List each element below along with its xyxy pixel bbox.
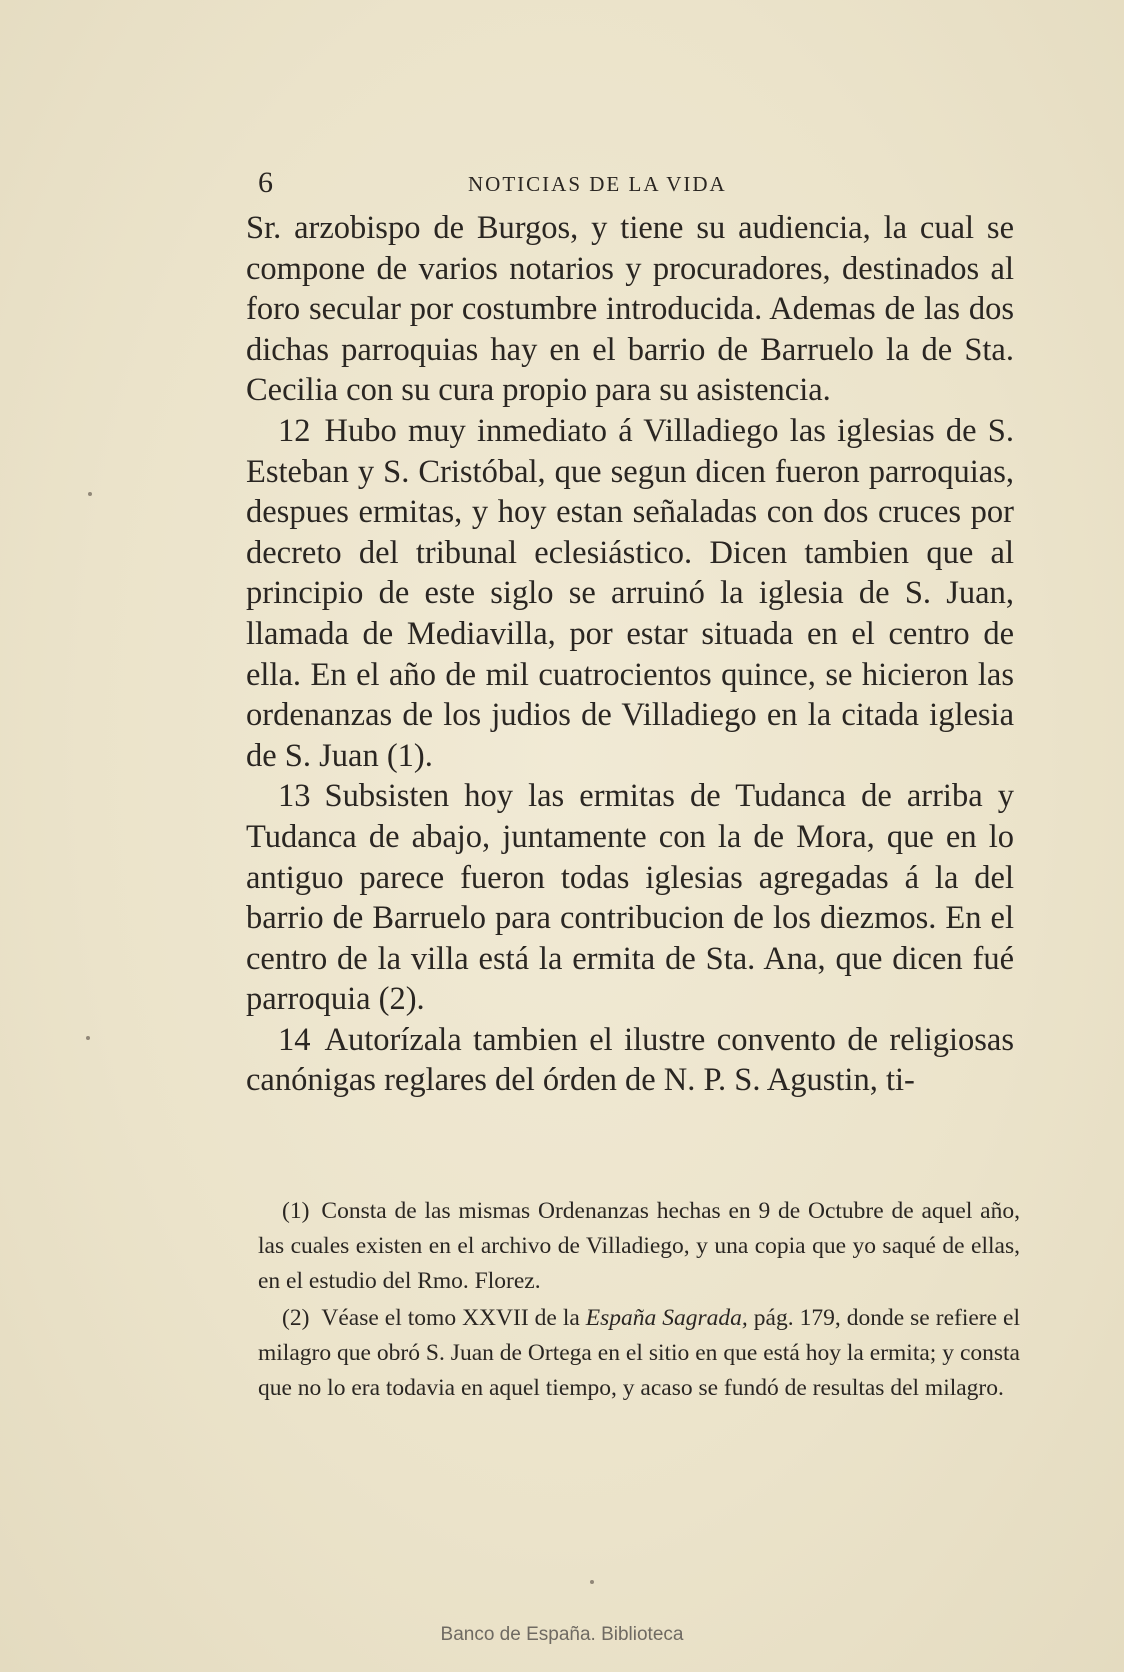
paragraph-text: Autorízala tambien el ilustre convento de religiosas canónigas reglares del órden de N. P. S. Agustin, ti- (246, 1021, 1014, 1099)
paragraph-12 (246, 411, 1014, 776)
paper-speck (88, 492, 92, 496)
page-header (258, 166, 1018, 200)
footnote-mark: (1) (282, 1198, 310, 1224)
footnote-text-before: Véase el tomo XXVII de la (321, 1305, 586, 1331)
library-watermark: Banco de España. Biblioteca (440, 1624, 684, 1645)
footnote-text: Consta de las mismas Ordenanzas hechas en 9 de Octubre de aquel año, las cuales existen en el archivo de Villadiego, y una copia que yo saqué de ellas, en el estudio del Rmo. Florez. (258, 1198, 1020, 1294)
footnote-mark: (2) (282, 1305, 310, 1331)
footnotes (258, 1194, 1020, 1408)
page-number: 6 (258, 166, 273, 199)
paragraph-number: 12 (278, 412, 311, 449)
footnote-1 (258, 1194, 1020, 1299)
paragraph-continued: Sr. arzobispo de Burgos, y tiene su audiencia, la cual se compone de varios notarios y procuradores, destinados al foro secular por costumbre introducida. Ademas de las dos dichas parroquias hay en el barrio de Barruelo la de Sta. Cecilia con su cura propio para su asistencia. (246, 210, 1014, 409)
running-head: NOTICIAS DE LA VIDA (468, 172, 727, 196)
footnote-book-title: España Sagrada, (585, 1305, 748, 1331)
body-text (246, 208, 1014, 1101)
paragraph-13 (246, 776, 1014, 1020)
paragraph-number: 14 (278, 1021, 311, 1058)
paragraph-text: Subsisten hoy las ermitas de Tudanca de arriba y Tudanca de abajo, juntamente con la de Mora, que en lo antiguo parece fueron todas iglesias agregadas á la del barrio de Barruelo para contribucion de los diezmos. En el centro de la villa está la ermita de Sta. Ana, que dicen fué parroquia (2). (246, 778, 1014, 1018)
paragraph-14 (246, 1020, 1014, 1101)
footnote-text-after: pág. 179, donde se refiere el milagro que obró S. Juan de Ortega en el sitio en que está hoy la ermita; y consta que no lo era todavia en aquel tiempo, y acaso se fundó de resultas del milagro. (258, 1305, 1020, 1401)
footnote-2 (258, 1301, 1020, 1406)
paper-speck (590, 1580, 594, 1584)
paper-speck (86, 1036, 90, 1040)
paragraph-number: 13 (278, 778, 311, 815)
paragraph-text: Hubo muy inmediato á Villadiego las iglesias de S. Esteban y S. Cristóbal, que segun dicen fueron parroquias, despues ermitas, y hoy estan señaladas con dos cruces por decreto del tribunal eclesiástico. Dicen tambien que al principio de este siglo se arruinó la iglesia de S. Juan, llamada de Mediavilla, por estar situada en el centro de ella. En el año de mil cuatrocientos quince, se hicieron las ordenanzas de los judios de Villadiego en la citada iglesia de S. Juan (1). (246, 412, 1014, 774)
